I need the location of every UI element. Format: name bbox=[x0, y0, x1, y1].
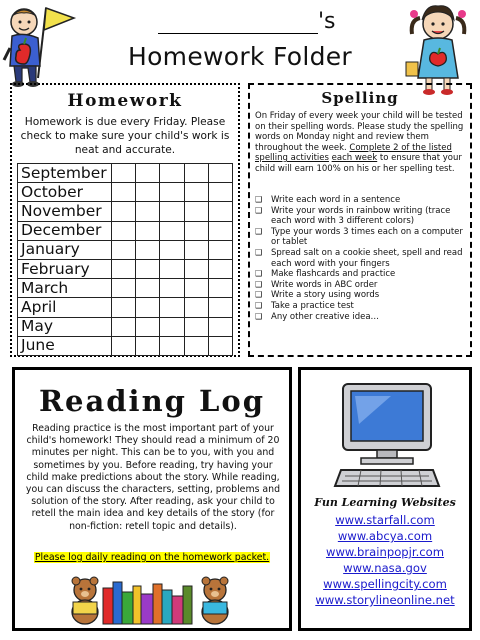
month-label: January bbox=[18, 240, 112, 259]
list-item: ❑ Spread salt on a cookie sheet, spell and read each word with your fingers bbox=[255, 247, 463, 269]
check-cell bbox=[112, 164, 136, 183]
month-label: March bbox=[18, 279, 112, 298]
check-cell bbox=[160, 221, 184, 240]
check-cell bbox=[160, 317, 184, 336]
table-row bbox=[18, 259, 233, 278]
month-label: May bbox=[18, 317, 112, 336]
spelling-heading: Spelling bbox=[321, 89, 399, 107]
check-cell bbox=[136, 164, 160, 183]
table-row bbox=[18, 279, 233, 298]
check-cell bbox=[136, 183, 160, 202]
spelling-activity-list bbox=[255, 195, 466, 322]
table-row bbox=[18, 336, 233, 355]
check-cell bbox=[136, 259, 160, 278]
check-cell bbox=[184, 240, 208, 259]
month-label: December bbox=[18, 221, 112, 240]
list-item bbox=[301, 576, 469, 592]
list-item: ❑ Write each word in a sentence bbox=[255, 195, 401, 205]
check-cell bbox=[112, 298, 136, 317]
table-row bbox=[18, 317, 233, 336]
check-cell bbox=[208, 298, 232, 317]
check-cell bbox=[136, 240, 160, 259]
website-link-brainpopjr[interactable]: www.brainpopjr.com bbox=[325, 545, 445, 559]
list-item: ❑ Write words in ABC order bbox=[255, 279, 378, 290]
spelling-intro: On Friday of every week your child will be tested on their spelling words. Please study the spelling words on Monday night and review them throughout the week. bbox=[255, 111, 464, 153]
table-row bbox=[18, 298, 233, 317]
table-row bbox=[18, 164, 233, 183]
boy-with-flag-icon bbox=[2, 0, 82, 90]
websites-list bbox=[301, 512, 469, 608]
books-and-bears-icon bbox=[65, 568, 239, 626]
month-label: February bbox=[18, 259, 112, 278]
check-cell bbox=[160, 183, 184, 202]
check-cell bbox=[160, 240, 184, 259]
check-cell bbox=[160, 298, 184, 317]
list-item: ❑ Type your words 3 times each on a computer or tablet bbox=[255, 226, 463, 248]
table-row bbox=[18, 183, 233, 202]
list-item bbox=[301, 512, 469, 528]
check-cell bbox=[184, 317, 208, 336]
check-cell bbox=[112, 183, 136, 202]
check-cell bbox=[112, 279, 136, 298]
check-cell bbox=[136, 202, 160, 221]
check-cell bbox=[112, 221, 136, 240]
spelling-goal: to ensure that your child will earn 100% on his or her spelling test. bbox=[255, 153, 462, 174]
website-link-nasa[interactable]: www.nasa.gov bbox=[343, 561, 427, 575]
check-cell bbox=[112, 317, 136, 336]
list-item bbox=[301, 592, 469, 608]
check-cell bbox=[208, 164, 232, 183]
homework-section bbox=[10, 83, 240, 357]
check-cell bbox=[208, 259, 232, 278]
month-label: November bbox=[18, 202, 112, 221]
check-cell bbox=[208, 221, 232, 240]
check-cell bbox=[208, 317, 232, 336]
checkbox-icon: ❑ bbox=[255, 279, 263, 289]
check-cell bbox=[160, 279, 184, 298]
month-label: June bbox=[18, 336, 112, 355]
check-cell bbox=[184, 183, 208, 202]
reading-log-section bbox=[12, 367, 292, 631]
check-cell bbox=[136, 298, 160, 317]
website-link-storylineonline[interactable]: www.storylineonline.net bbox=[315, 593, 455, 607]
check-cell bbox=[136, 221, 160, 240]
checkbox-icon: ❑ bbox=[255, 269, 263, 279]
check-cell bbox=[184, 202, 208, 221]
list-item: ❑ Take a practice test bbox=[255, 300, 354, 311]
check-cell bbox=[208, 183, 232, 202]
table-row bbox=[18, 202, 233, 221]
websites-heading: Fun Learning Websites bbox=[314, 496, 456, 509]
homework-instructions: Homework is due every Friday. Please check to make sure your child's work is neat and accurate. bbox=[20, 116, 230, 156]
spelling-instructions bbox=[255, 111, 466, 174]
month-label: April bbox=[18, 298, 112, 317]
spelling-frequency: each week bbox=[331, 153, 378, 163]
name-suffix: 's bbox=[318, 9, 336, 34]
table-row bbox=[18, 240, 233, 259]
check-cell bbox=[160, 202, 184, 221]
page-title: Homework Folder bbox=[127, 42, 353, 71]
check-cell bbox=[208, 202, 232, 221]
check-cell bbox=[136, 279, 160, 298]
checkbox-icon: ❑ bbox=[255, 226, 263, 236]
check-cell bbox=[184, 259, 208, 278]
website-link-starfall[interactable]: www.starfall.com bbox=[335, 513, 435, 527]
check-cell bbox=[112, 202, 136, 221]
check-cell bbox=[112, 240, 136, 259]
reading-log-text: Reading practice is the most important part of your child's homework! They should read a minimum of 20 minutes per night. This can be to you, with you and sometimes by you. Before reading, try having your child make predictions about the story. While reading, you can discuss the characters, setting, problems and solution of the story. After reading, ask your child to retell the main idea and key details of the story (for non-fiction: retell topic and details). bbox=[25, 423, 281, 532]
check-cell bbox=[136, 317, 160, 336]
checkbox-icon: ❑ bbox=[255, 205, 263, 215]
check-cell bbox=[160, 259, 184, 278]
check-cell bbox=[184, 164, 208, 183]
check-cell bbox=[184, 221, 208, 240]
reading-log-heading: Reading Log bbox=[38, 384, 266, 418]
spelling-requirement: Complete 2 of the listed spelling activities bbox=[255, 142, 452, 163]
checkbox-icon: ❑ bbox=[255, 311, 263, 321]
check-cell bbox=[208, 240, 232, 259]
check-cell bbox=[208, 336, 232, 355]
check-cell bbox=[112, 259, 136, 278]
checkbox-icon: ❑ bbox=[255, 290, 263, 300]
check-cell bbox=[184, 336, 208, 355]
check-cell bbox=[112, 336, 136, 355]
learning-websites-section bbox=[298, 367, 472, 631]
month-label: October bbox=[18, 183, 112, 202]
homework-checklist-table bbox=[17, 163, 233, 356]
checkbox-icon: ❑ bbox=[255, 300, 263, 310]
table-row bbox=[18, 221, 233, 240]
website-link-abcya[interactable]: www.abcya.com bbox=[337, 529, 433, 543]
spelling-section bbox=[248, 83, 472, 357]
check-cell bbox=[184, 298, 208, 317]
list-item: ❑ Write a story using words bbox=[255, 290, 380, 301]
homework-heading: Homework bbox=[67, 91, 183, 111]
computer-icon bbox=[331, 380, 443, 492]
list-item: ❑ Any other creative idea… bbox=[255, 311, 380, 322]
checkbox-icon: ❑ bbox=[255, 247, 263, 257]
check-cell bbox=[184, 279, 208, 298]
website-link-spellingcity[interactable]: www.spellingcity.com bbox=[323, 577, 447, 591]
check-cell bbox=[208, 279, 232, 298]
list-item bbox=[301, 544, 469, 560]
reading-log-reminder: Please log daily reading on the homework packet. bbox=[34, 552, 270, 563]
check-cell bbox=[160, 336, 184, 355]
list-item: ❑ Write your words in rainbow writing (trace each word with 3 different colors) bbox=[255, 205, 451, 227]
check-cell bbox=[136, 336, 160, 355]
list-item bbox=[301, 560, 469, 576]
check-cell bbox=[160, 164, 184, 183]
name-blank-line bbox=[158, 8, 318, 34]
month-label: September bbox=[18, 164, 112, 183]
checkbox-icon: ❑ bbox=[255, 195, 263, 204]
list-item bbox=[301, 528, 469, 544]
list-item: ❑ Make flashcards and practice bbox=[255, 269, 396, 280]
